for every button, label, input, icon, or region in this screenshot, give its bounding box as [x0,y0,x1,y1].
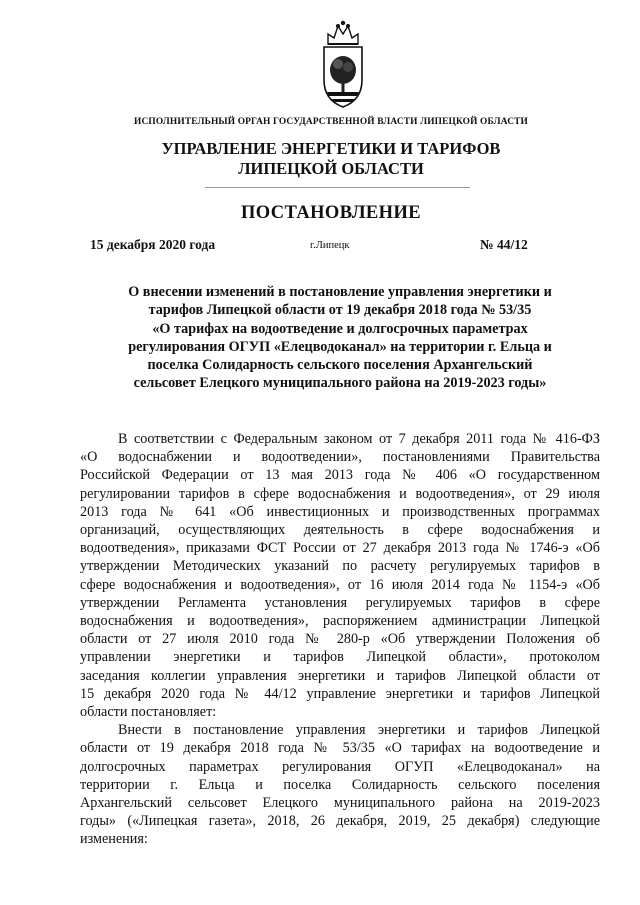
document-body [80,430,600,849]
body-line: регулировании тарифов в сфере водоснабжения и водоотведения», от 29 июля [80,485,600,502]
subject-line: О внесении изменений в постановление управления энергетики и [128,284,552,300]
body-line: области от 19 декабря 2018 года № 53/35 «О тарифах на водоотведение и [80,740,600,757]
subject-line: сельсовет Елецкого муниципального района на 2019-2023 годы» [133,375,547,392]
header-divider [205,187,470,188]
body-line: В соответствии с Федеральным законом от 7 декабря 2011 года № 416-ФЗ [118,431,600,447]
body-line: утверждении Регламента установления регулируемых тарифов в сфере [80,594,600,611]
body-line: заседания коллегии управления энергетики и тарифов Липецкой области от [80,667,600,684]
department-line: УПРАВЛЕНИЕ ЭНЕРГЕТИКИ И ТАРИФОВ [161,139,501,158]
body-line: Российской Федерации от 13 мая 2013 года № 406 «О государственном [80,467,600,484]
body-line: 15 декабря 2020 года № 44/12 управление энергетики и тарифов Липецкой [80,685,600,702]
body-line: Внести в постановление управления энергетики и тарифов Липецкой [118,722,600,739]
body-line: утверждении Методических указаний по расчету регулируемых тарифов в [80,558,600,575]
document-number: № 44/12 [480,237,528,252]
body-line: «О водоснабжении и водоотведении», постановлениями Правительства [80,449,600,466]
body-line: управлении энергетики и тарифов Липецкой области», протоколом [80,649,600,666]
body-line: 2013 года № 641 «Об инвестиционных и производственных программах [80,503,600,520]
body-line: организаций, осуществляющих деятельность в сфере водоснабжения и [80,522,600,539]
lipetsk-coat-of-arms-icon [318,20,368,110]
body-line: водоснабжения и водоотведения», распоряжением администрации Липецкой [80,613,600,630]
body-paragraph [80,721,600,848]
document-type-title: ПОСТАНОВЛЕНИЕ [240,203,421,223]
body-line: сфере водоснабжения и водоотведения», от 16 июля 2014 года № 1154-э «Об [80,576,600,593]
authority-name: ИСПОЛНИТЕЛЬНЫЙ ОРГАН ГОСУДАРСТВЕННОЙ ВЛАСТИ ЛИПЕЦКОЙ ОБЛАСТИ [134,117,528,127]
body-line: изменения: [80,831,148,848]
department-name [0,139,640,179]
body-line: области от 27 июля 2010 года № 280-р «Об утверждении Положения об [80,631,600,648]
subject-line: регулирования ОГУП «Елецводоканал» на территории г. Ельца и [128,338,552,355]
subject-line: «О тарифах на водоотведение и долгосрочных параметрах [152,320,528,337]
body-line: годы» («Липецкая газета», 2018, 26 декабря, 2019, 25 декабря) следующие [80,813,600,830]
body-line: области постановляет: [80,704,217,721]
subject-line: тарифов Липецкой области от 19 декабря 2018 года № 53/35 [148,302,532,319]
body-paragraph [80,430,600,721]
subject-line: поселка Солидарность сельского поселения Архангельский [147,357,533,374]
body-line: водоотведения», приказами ФСТ России от 27 декабря 2013 года № 1746-э «Об [80,540,600,557]
document-date: 15 декабря 2020 года [90,237,216,252]
document-city: г.Липецк [310,240,350,251]
body-line: долгосрочных параметрах регулирования ОГУП «Елецводоканал» на [80,758,600,775]
body-line: Архангельский сельсовет Елецкого муниципального района на 2019-2023 [80,795,600,812]
department-line: ЛИПЕЦКОЙ ОБЛАСТИ [238,159,424,178]
body-line: территории г. Ельца и поселка Солидарность сельского поселения [80,776,600,793]
document-subject [80,283,600,393]
